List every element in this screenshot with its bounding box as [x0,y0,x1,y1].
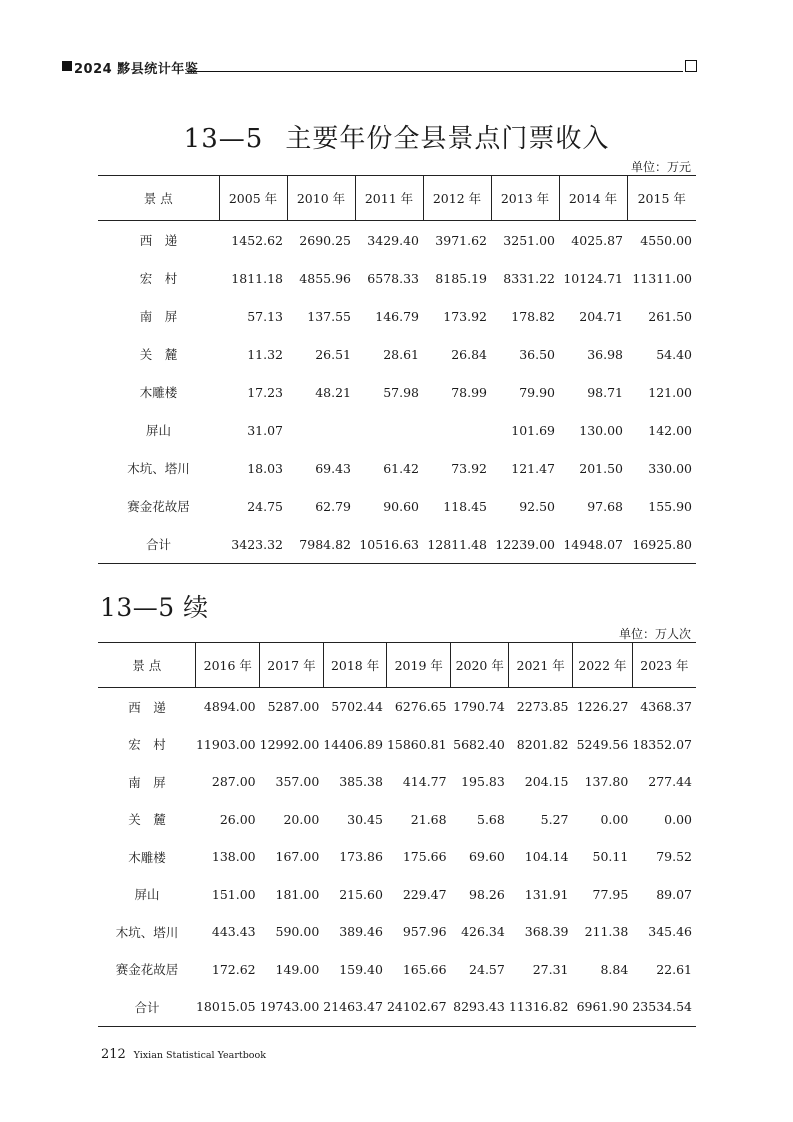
table-row [98,221,696,260]
column-header-year: 2017 年 [260,643,324,688]
table-cell: 26.00 [219,811,256,827]
table-cell [287,411,355,449]
table-cell: 6276.65 [394,699,447,715]
table-cell [423,411,491,449]
table-cell: 24.57 [469,961,505,977]
page-number: 212 [101,1047,126,1062]
table-cell: 287.00 [211,774,256,790]
table-cell: 21.68 [410,811,447,827]
table-cell: 6961.90 [573,988,633,1026]
table-cell: 5249.56 [576,736,629,752]
row-label: 木坑、塔川 [127,461,190,476]
table-cell: 426.34 [461,924,505,940]
row-label: 赛金花故居 [115,962,179,978]
table-row [98,801,696,839]
table-cell: 54.40 [656,346,692,362]
column-header-year: 2020 年 [451,643,509,688]
table-cell: 8331.22 [503,270,555,286]
table-cell: 15860.81 [386,736,447,752]
table-cell: 22.61 [656,961,692,977]
row-label: 宏 村 [139,271,178,286]
table-cell: 149.00 [275,961,320,977]
column-header-year: 2014 年 [559,176,627,221]
table-cell: 101.69 [511,422,555,438]
table-cell: 17.23 [247,384,283,400]
table-cell: 8.84 [600,961,629,977]
table-cell: 4025.87 [571,232,623,248]
table-cell: 2273.85 [516,699,569,715]
table-cell: 77.95 [592,886,629,902]
table-cell: 92.50 [519,498,555,514]
table-cell: 90.60 [383,498,419,514]
table-cell: 18352.07 [632,736,692,752]
column-header-year: 2023 年 [632,643,696,688]
table-title [0,118,793,155]
footer-text: Yixian Statistical Yeartbook [133,1050,266,1061]
table-cell: 345.46 [648,924,692,940]
column-header-year: 2005 年 [219,176,287,221]
table-cell: 5702.44 [331,699,383,715]
table-cell: 36.98 [587,346,623,362]
table-cell: 215.60 [339,886,383,902]
table-cell: 277.44 [648,774,692,790]
table-cell: 11.32 [247,346,283,362]
table-row [98,988,696,1026]
row-label: 南 屏 [128,774,166,790]
table-cell: 5287.00 [267,699,320,715]
table-cell: 69.43 [315,460,351,476]
table-cell: 79.90 [519,384,555,400]
table-row [98,487,696,525]
table-cell: 8185.19 [435,270,487,286]
table-cell: 8201.82 [516,736,569,752]
table-number: 13—5 [183,124,264,154]
table-row [98,726,696,764]
table-cell: 1452.62 [231,232,283,248]
table-cell: 10124.71 [563,270,623,286]
table-row [98,688,696,726]
table-cell: 172.62 [211,961,256,977]
table-cell: 1226.27 [576,699,629,715]
continued-title: 13—5 续 [100,593,209,622]
column-header-attraction: 景 点 [98,643,196,688]
table-cell: 118.45 [443,498,487,514]
table-cell: 201.50 [579,460,623,476]
table-cell: 146.79 [375,308,419,324]
table-cell: 443.43 [211,924,256,940]
table-cell: 204.15 [524,774,569,790]
unit-label-2: 单位：万人次 [618,627,691,641]
row-label: 关 麓 [139,347,178,362]
table-cell: 26.51 [315,346,351,362]
running-header [62,59,697,77]
table-cell: 27.31 [532,961,569,977]
table-cell: 4855.96 [299,270,351,286]
table-cell: 151.00 [211,886,256,902]
row-label: 南 屏 [139,309,178,324]
table-cell: 121.47 [511,460,555,476]
table-cell: 137.80 [584,774,629,790]
table-cell: 36.50 [519,346,555,362]
table-cell: 178.82 [511,308,555,324]
table-cell: 69.60 [469,849,505,865]
table-cell: 57.98 [383,384,419,400]
table-cell: 1790.74 [453,699,505,715]
row-label: 屏山 [134,887,160,903]
column-header-year: 2018 年 [323,643,387,688]
table-cell: 7984.82 [287,525,355,564]
header-text: 2024 黟县统计年鉴 [74,62,199,77]
table-cell: 104.14 [524,849,569,865]
table-cell: 14948.07 [559,525,627,564]
table-cell: 195.83 [461,774,505,790]
table-cell: 3971.62 [435,232,487,248]
table-row [98,525,696,564]
row-label: 合计 [98,525,219,564]
table-row [98,838,696,876]
table-cell: 5.27 [540,811,569,827]
table-cell: 389.46 [339,924,383,940]
column-header-year: 2019 年 [387,643,451,688]
table-cell: 175.66 [402,849,447,865]
ticket-revenue-table [98,175,696,564]
table-cell: 204.71 [579,308,623,324]
column-header-year: 2011 年 [355,176,423,221]
table-cell: 28.61 [383,346,419,362]
table-cell: 57.13 [247,308,283,324]
row-label: 合计 [98,988,196,1026]
column-header-year: 2022 年 [573,643,633,688]
table-row [98,876,696,914]
column-header-year: 2021 年 [509,643,573,688]
table-cell: 2690.25 [299,232,351,248]
table-cell: 62.79 [315,498,351,514]
table-cell: 98.26 [469,886,505,902]
table-cell: 181.00 [275,886,320,902]
table-cell: 11311.00 [632,270,692,286]
table-cell: 12811.48 [423,525,491,564]
table-cell: 385.38 [339,774,383,790]
row-label: 木雕楼 [139,385,178,400]
table-cell: 414.77 [402,774,447,790]
row-label: 木雕楼 [128,849,166,865]
column-header-year: 2012 年 [423,176,491,221]
table-row [98,373,696,411]
table-cell: 159.40 [339,961,383,977]
table-cell [355,411,423,449]
table-cell: 78.99 [451,384,487,400]
table-cell: 5682.40 [453,736,505,752]
header-rule [187,71,683,72]
table-row [98,411,696,449]
table-cell: 10516.63 [355,525,423,564]
visitor-table [98,642,696,1027]
table-cell: 97.68 [587,498,623,514]
table-cell: 12239.00 [491,525,559,564]
table-cell: 8293.43 [451,988,509,1026]
table-row [98,951,696,989]
column-header-attraction: 景 点 [98,176,219,221]
table-cell: 18.03 [247,460,283,476]
column-header-year: 2013 年 [491,176,559,221]
table-cell: 20.00 [283,811,320,827]
table-cell: 138.00 [211,849,256,865]
table-cell: 19743.00 [260,988,324,1026]
table-cell: 23534.54 [632,988,696,1026]
table-row [98,449,696,487]
table-cell: 4368.37 [640,699,692,715]
row-label: 宏 村 [128,737,166,753]
table-cell: 137.55 [307,308,351,324]
table-cell: 368.39 [524,924,569,940]
table-cell: 3423.32 [219,525,287,564]
table-cell: 11316.82 [509,988,573,1026]
table-cell: 1811.18 [231,270,283,286]
table-cell: 12992.00 [259,736,320,752]
table-cell: 79.52 [656,849,692,865]
table-cell: 3429.40 [367,232,419,248]
table-cell: 16925.80 [627,525,696,564]
row-label: 关 麓 [128,812,166,828]
column-header-year: 2016 年 [196,643,260,688]
table-cell: 26.84 [451,346,487,362]
column-header-year: 2015 年 [627,176,696,221]
table-cell: 173.92 [443,308,487,324]
table-cell: 98.71 [587,384,623,400]
table-cell: 957.96 [402,924,447,940]
table-cell: 30.45 [347,811,383,827]
table-cell: 211.38 [584,924,629,940]
row-label: 赛金花故居 [127,499,190,514]
row-label: 木坑、塔川 [115,924,179,940]
column-header-year: 2010 年 [287,176,355,221]
table-cell: 155.90 [648,498,692,514]
table-cell: 173.86 [339,849,383,865]
row-label: 西 递 [139,233,178,248]
table-cell: 0.00 [600,811,629,827]
table-cell: 89.07 [656,886,692,902]
table-title-text: 主要年份全县景点门票收入 [285,124,610,154]
table-cell: 24.75 [247,498,283,514]
table-cell: 14406.89 [323,736,383,752]
table-row [98,335,696,373]
table-row [98,763,696,801]
table-cell: 165.66 [402,961,447,977]
page-footer [101,1047,266,1062]
table-cell: 5.68 [477,811,505,827]
table-cell: 4550.00 [640,232,692,248]
table-cell: 50.11 [592,849,629,865]
table-cell: 330.00 [648,460,692,476]
table-cell: 0.00 [664,811,692,827]
table-cell: 48.21 [315,384,351,400]
row-label: 屏山 [145,423,171,438]
table-row [98,259,696,297]
row-label: 西 递 [128,699,166,715]
empty-box-icon [685,60,697,72]
table-cell: 3251.00 [503,232,555,248]
square-bullet-icon [62,61,72,71]
table-cell: 4894.00 [203,699,256,715]
table-cell: 590.00 [275,924,320,940]
table-cell: 18015.05 [196,988,260,1026]
table-cell: 131.91 [524,886,569,902]
table-cell: 61.42 [383,460,419,476]
table-cell: 142.00 [648,422,692,438]
table-cell: 121.00 [648,384,692,400]
table-cell: 11903.00 [195,736,256,752]
table-cell: 21463.47 [323,988,387,1026]
table-cell: 357.00 [275,774,320,790]
table-cell: 130.00 [579,422,623,438]
table-cell: 31.07 [247,422,283,438]
table-cell: 229.47 [402,886,447,902]
table-cell: 167.00 [275,849,320,865]
table-cell: 73.92 [451,460,487,476]
table-cell: 261.50 [648,308,692,324]
table-row [98,913,696,951]
table-cell: 6578.33 [367,270,419,286]
unit-label-1: 单位：万元 [630,160,691,174]
table-cell: 24102.67 [387,988,451,1026]
table-row [98,297,696,335]
